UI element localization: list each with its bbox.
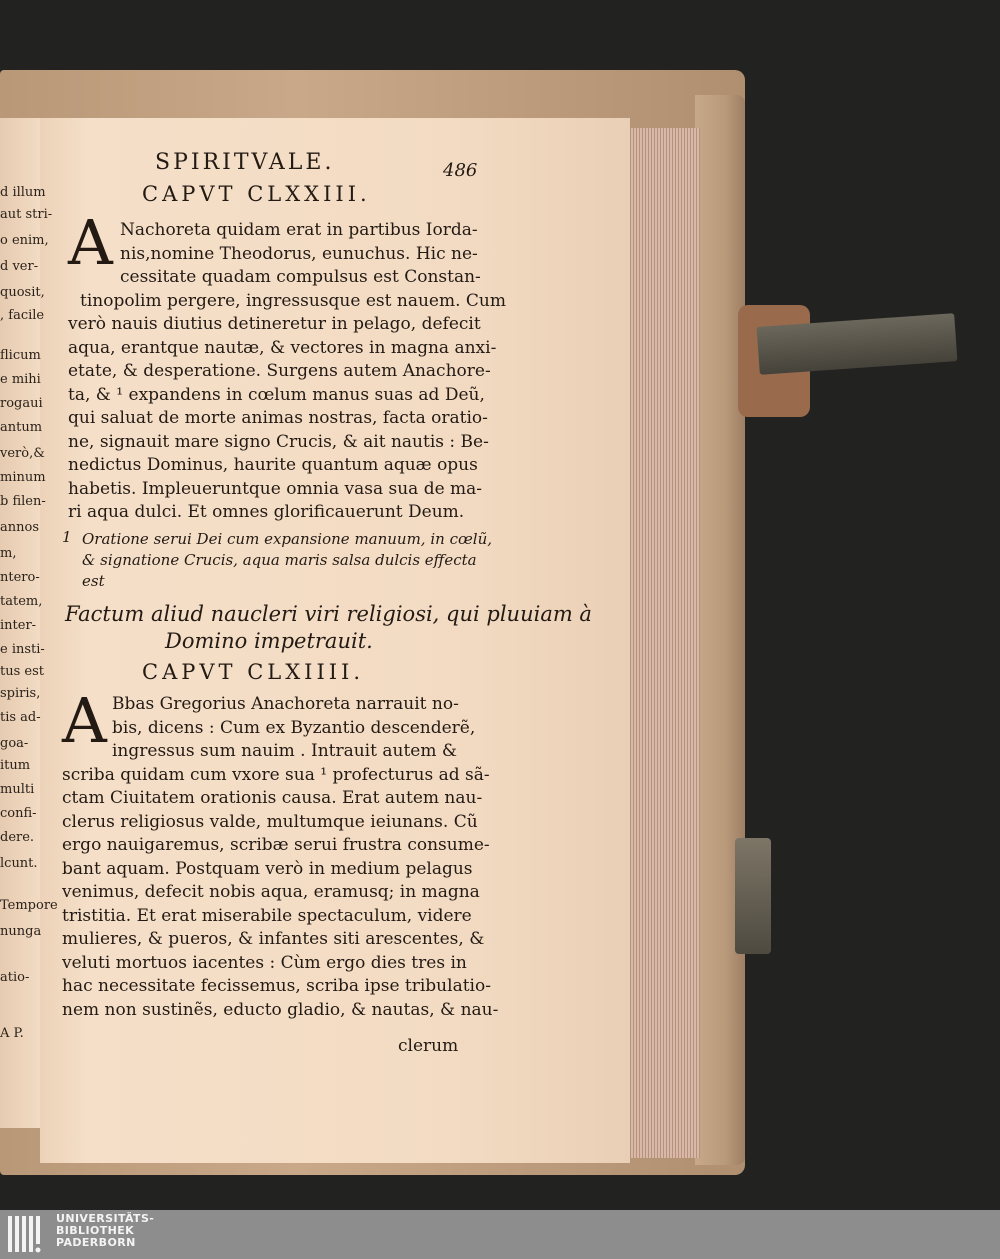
left-page-fragment: antum: [0, 420, 43, 435]
text-line: bis, dicens : Cum ex Byzantio descenderẽ,: [112, 717, 476, 738]
logo-line-2: BIBLIOTHEK: [56, 1224, 135, 1237]
text-line: ingressus sum nauim . Intrauit autem &: [112, 741, 457, 761]
text-line: cessitate quadam compulsus est Constan-: [120, 267, 481, 287]
text-line: ergo nauigaremus, scribæ serui frustra consume-: [62, 835, 490, 855]
left-page-fragment: tis ad-: [0, 710, 41, 725]
clasp-catch: [735, 838, 771, 954]
drop-cap-2: A: [62, 684, 107, 757]
text-line: venimus, defecit nobis aqua, eramusq; in magna: [62, 882, 480, 902]
left-page-fragment: itum: [0, 758, 31, 773]
text-line: tristitia. Et erat miserabile spectaculum, videre: [62, 905, 472, 926]
text-line: etate, & desperatione. Surgens autem Anachore-: [68, 361, 491, 381]
text-line: verò nauis diutius detineretur in pelago, defecit: [68, 314, 481, 334]
left-page-fragment: Tempore: [0, 898, 58, 913]
left-page-fragment: spiris,: [0, 686, 41, 701]
left-page-fragment: d illum: [0, 185, 46, 200]
left-page-fragment: o enim,: [0, 233, 49, 248]
left-page-fragment: flicum: [0, 348, 41, 363]
page-fore-edge: [625, 128, 700, 1158]
section-heading-line: Factum aliud naucleri viri religiosi, qui pluuiam à: [65, 602, 592, 626]
left-page-fragment: , facile: [0, 308, 45, 323]
footnote-line: & signatione Crucis, aqua maris salsa dulcis effecta: [82, 551, 477, 569]
text-line: bant aquam. Postquam verò in medium pelagus: [62, 858, 473, 879]
chapter-heading-1: CAPVT CLXXIII.: [142, 182, 371, 206]
text-line: ctam Ciuitatem orationis causa. Erat autem nau-: [62, 788, 483, 808]
left-page-fragment: e mihi: [0, 372, 41, 387]
footnote-line: Oratione serui Dei cum expansione manuum, in cœlũ,: [82, 530, 493, 548]
text-line: qui saluat de morte animas nostras, facta oratio-: [68, 408, 488, 428]
text-line: Bbas Gregorius Anachoreta narrauit no-: [112, 694, 459, 714]
left-page-fragment: d ver-: [0, 259, 39, 274]
left-page-fragment: minum: [0, 470, 46, 485]
running-head: SPIRITVALE.: [155, 150, 335, 175]
library-logo-icon: [6, 1212, 50, 1256]
text-line: habetis. Impleueruntque omnia vasa sua de ma-: [68, 478, 483, 499]
chapter-heading-2: CAPVT CLXIIII.: [142, 660, 365, 684]
text-line: nedictus Dominus, haurite quantum aquæ opus: [68, 455, 478, 475]
text-line: hac necessitate fecissemus, scriba ipse tribulatio-: [62, 976, 491, 996]
left-page-fragment: ntero-: [0, 570, 40, 585]
left-page-fragment: tatem,: [0, 594, 43, 609]
left-page-fragment: aut stri-: [0, 207, 53, 222]
catchword: clerum: [398, 1036, 459, 1056]
left-page-fragment: goa-: [0, 736, 29, 751]
left-page-fragment: e insti-: [0, 642, 45, 657]
left-page-fragment: tus est: [0, 664, 44, 679]
section-heading-line: Domino impetrauit.: [165, 629, 373, 653]
left-page-fragment: atio-: [0, 970, 30, 985]
left-page-fragment: annos: [0, 520, 39, 535]
drop-cap-1: A: [68, 206, 113, 279]
text-line: veluti mortuos iacentes : Cùm ergo dies tres in: [62, 952, 467, 973]
page-number: 486: [443, 160, 478, 181]
text-line: mulieres, & pueros, & infantes siti arescentes, &: [62, 929, 485, 949]
left-page-fragment: dere.: [0, 830, 35, 845]
left-page-fragment: verò,&: [0, 446, 45, 461]
left-page-fragment: lcunt.: [0, 856, 38, 871]
text-line: ne, signauit mare signo Crucis, & ait nautis : Be-: [68, 431, 489, 452]
text-line: ta, & ¹ expandens in cœlum manus suas ad Deũ,: [68, 384, 485, 405]
logo-line-3: PADERBORN: [56, 1236, 136, 1249]
left-page-fragment: rogaui: [0, 396, 43, 411]
left-page-fragment: nunga: [0, 924, 42, 939]
logo-line-1: UNIVERSITÄTS-: [56, 1212, 155, 1225]
left-page-fragment: b filen-: [0, 494, 46, 509]
left-page-fragment: inter-: [0, 618, 37, 633]
footnote-line: est: [82, 572, 105, 590]
footnote-marker: 1: [62, 528, 72, 546]
text-line: clerus religiosus valde, multumque ieiunans. Cũ: [62, 811, 478, 832]
text-line: aqua, erantque nautæ, & vectores in magna anxi-: [68, 337, 497, 358]
left-page-fragment: multi: [0, 782, 35, 797]
text-line: Nachoreta quidam erat in partibus Iorda-: [120, 220, 478, 240]
cover-spine-edge: [695, 95, 745, 1165]
text-line: nem non sustinẽs, educto gladio, & nautas, & nau-: [62, 999, 499, 1020]
text-line: nis,nomine Theodorus, eunuchus. Hic ne-: [120, 243, 478, 264]
left-page-fragment: confi-: [0, 806, 37, 821]
left-page-fragment: quosit,: [0, 285, 45, 300]
text-line: scriba quidam cum vxore sua ¹ profecturus ad sã-: [62, 764, 490, 785]
left-page-fragment: m,: [0, 546, 17, 561]
left-page-fragment: A P.: [0, 1026, 24, 1041]
text-line: tinopolim pergere, ingressusque est nauem. Cum: [80, 290, 506, 311]
text-line: ri aqua dulci. Et omnes glorificauerunt Deum.: [68, 502, 465, 522]
